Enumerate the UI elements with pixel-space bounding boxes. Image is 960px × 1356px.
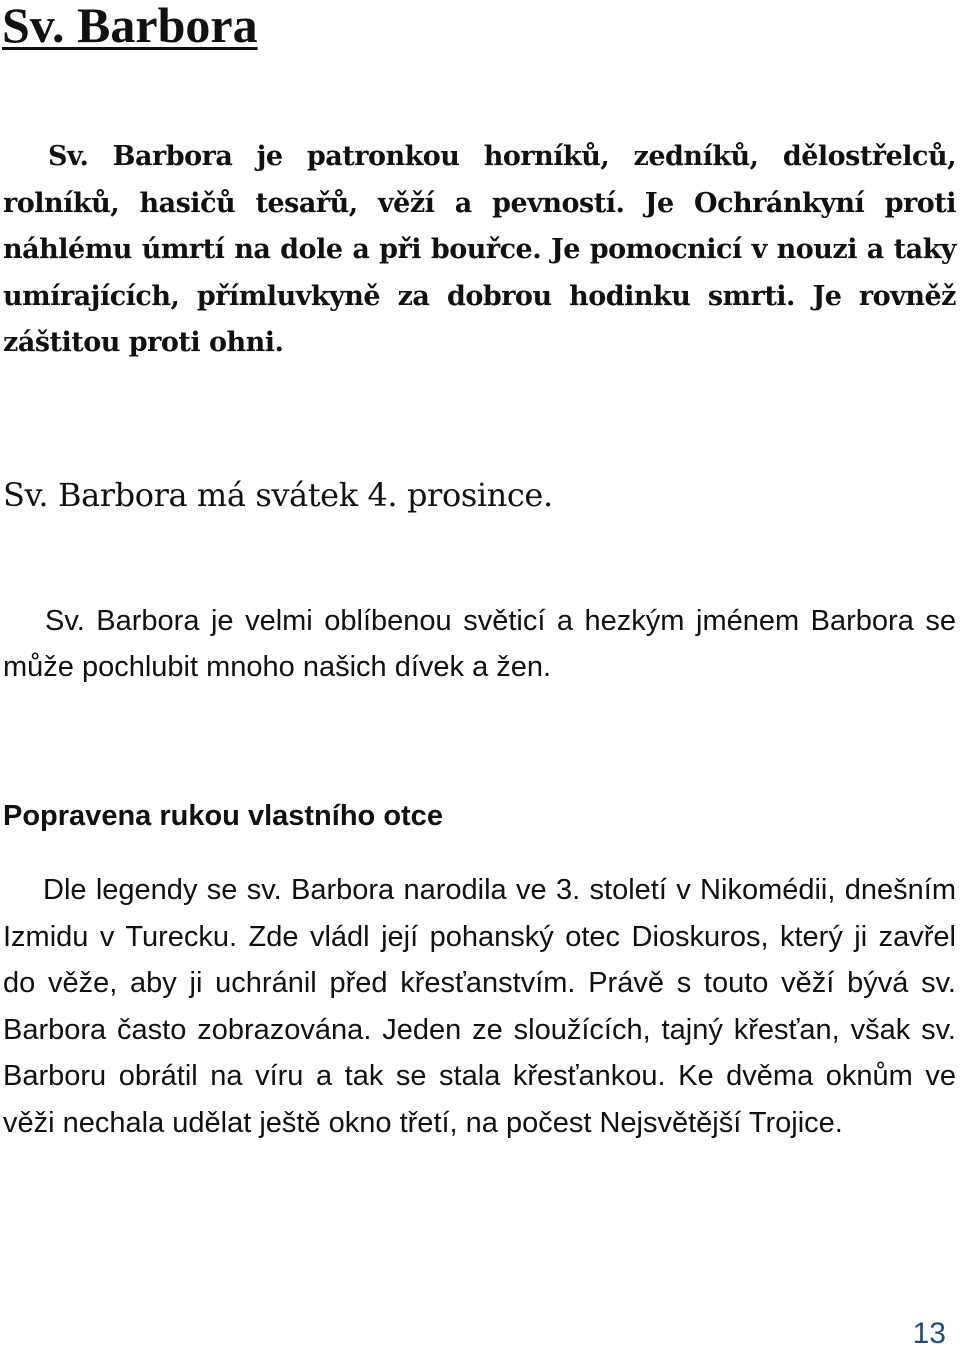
section-heading: Popravena rukou vlastního otce	[3, 800, 443, 832]
page-title: Sv. Barbora	[2, 0, 258, 53]
legend-paragraph: Dle legendy se sv. Barbora narodila ve 3. století v Nikomédii, dnešním Izmidu v Turecku. Zde vládl její pohanský otec Dioskuros, který ji zavřel do věže, aby ji uchránil před křesťanstvím. Právě s touto věží bývá sv. Barbora často zobrazována. Jeden ze sloužících, tajný křesťan, však sv. Barboru obrátil na víru a tak se stala křesťankou. Ke dvěma oknům ve věži nechala udělat ještě okno třetí, na počest Nejsvětější Trojice.	[3, 874, 956, 1139]
popularity-paragraph: Sv. Barbora je velmi oblíbenou světicí a hezkým jménem Barbora se může pochlubit mnoho našich dívek a žen.	[3, 605, 956, 683]
patronage-paragraph: Sv. Barbora je patronkou horníků, zedníků, dělostřelců, rolníků, hasičů tesařů, věží a pevností. Je Ochránkyní proti náhlému úmrtí na dole a při bouřce. Je pomocnicí v nouzi a taky umírajících, přímluvkyně za dobrou hodinku smrti. Je rovněž záštitou proti ohni.	[3, 141, 956, 358]
page-number: 13	[912, 1317, 946, 1350]
feast-day-paragraph: Sv. Barbora má svátek 4. prosince.	[3, 476, 553, 514]
